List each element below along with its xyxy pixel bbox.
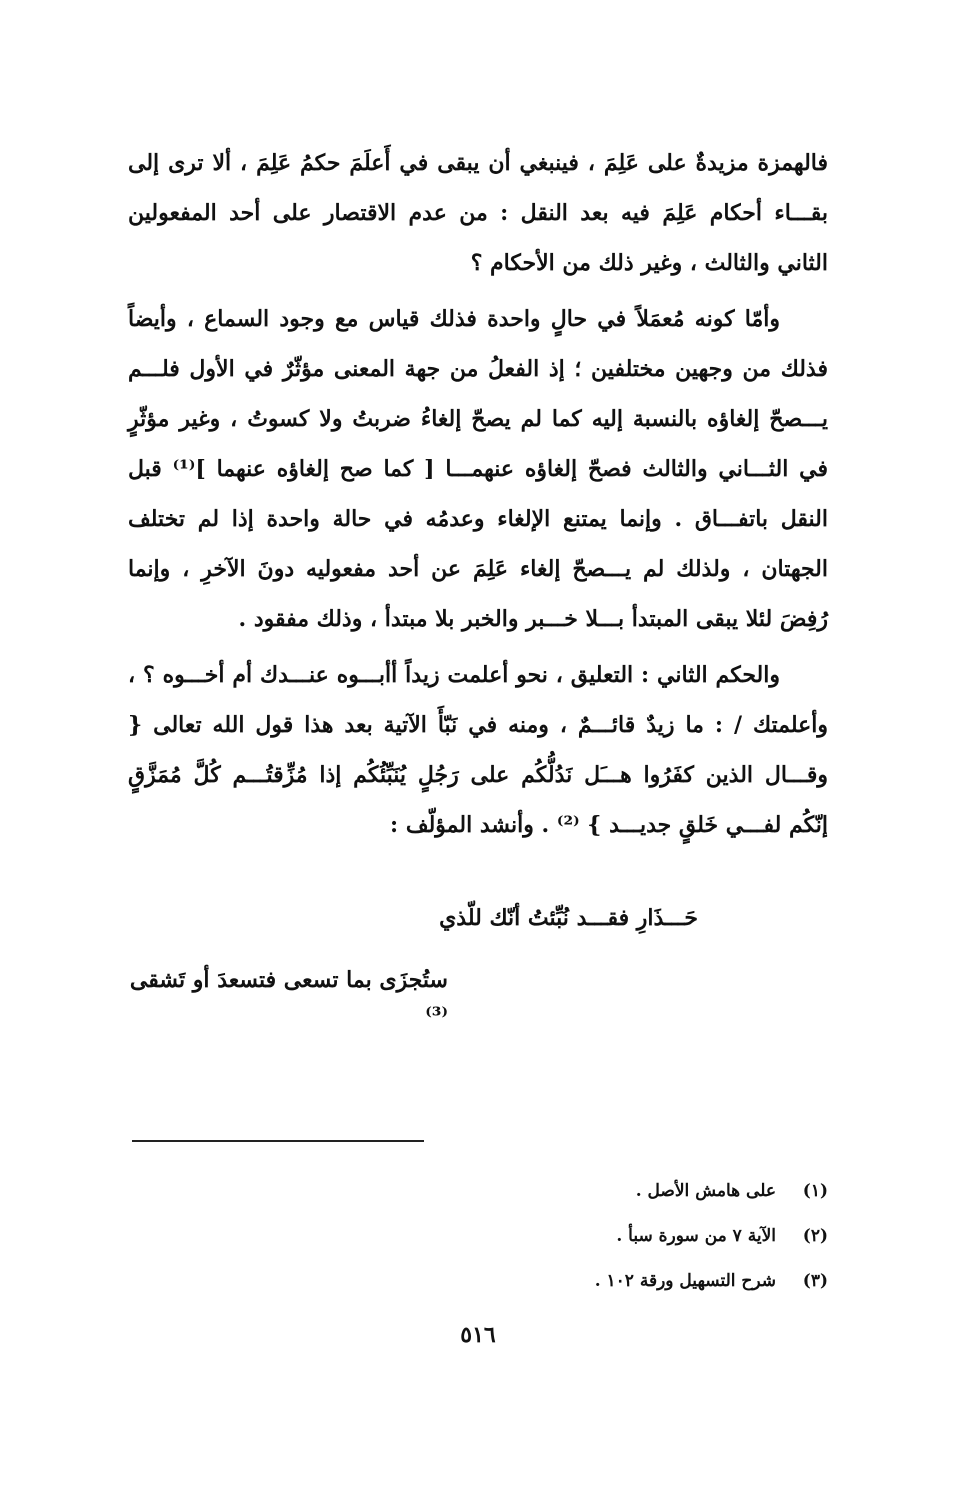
verse-first-hemistich: حَـــذَارِ فقـــد نُبِّئتُ أنّك للّذي [439,905,698,931]
footnote-text: على هامش الأصل . [635,1181,776,1201]
footnote-number: (٣) [802,1271,828,1291]
paragraph-1: فالهمزة مزيدةٌ على عَلِمَ ، فينبغي أن يبقى في أَعلَمَ حكمُ عَلِمَ ، ألا ترى إلى بقـــاء أحكام عَلِمَ فيه بعد النقل : من عدم الاقتصار على أحد المفعولين الثاني والثالث ، وغير ذلك من الأحكام ؟ [128,150,828,276]
footnote-number: (٢) [802,1226,828,1246]
footnote-text: شرح التسهيل ورقة ١٠٢ . [594,1271,776,1291]
paragraph-3: والحكم الثاني : التعليق ، نحو أعلمت زيداً أأبـــوه عنـــدك أم أخـــوه ؟ ، وأعلمتك / : ما زيدٌ قائـــمٌ ، ومنه في نَبّأَ الآتية بعد هذا قول الله تعالى { وقـــال الذين كفَرُوا هـــَل نَدُلُّكُم على رَجُلٍ يُنَبِّئُكُم إذا مُزِّقتُـــم كُلَّ مُمَزَّقٍ إنّكُم لفـــي خَلقٍ جديـــد } ⁽²⁾ . وأنشد المؤلّف : [128,662,828,838]
footnote-2 [128,1221,828,1251]
footnotes [128,1176,828,1311]
paragraph-2: وأمّا كونه مُعمَلاً في حالٍ واحدة فذلك قياس مع وجود السماع ، وأيضاً فذلك من وجهين مختلفين ؛ إذ الفعلُ من جهة المعنى مؤثّرٌ في الأول فلـــم يـــصحّ إلغاؤه بالنسبة إليه كما لم يصحّ إلغاءُ ضربتُ ولا كسوتُ ، وغير مؤثّرٍ في الثـــاني والثالث فصحّ إلغاؤه عنهمـــا [ كما صح إلغاؤه عنهما ]⁽¹⁾ قبل النقل باتفـــاق . وإنما يمتنع الإلغاء وعدمُه في حالة واحدة إذا لم تختلف الجهتان ، ولذلك لم يـــصحّ إلغاء عَلِمَ عن أحد مفعوليه دونَ الآخرِ ، وإنما رُفِضَ لئلا يبقى المبتدأ بـــلا خـــبر والخبر بلا مبتدأ ، وذلك مفقود . [128,306,828,632]
footnote-text: الآية ٧ من سورة سبأ . [616,1226,776,1246]
footnote-1 [128,1176,828,1206]
page-number: ٥١٦ [460,1322,496,1348]
footnote-number: (١) [802,1181,828,1201]
footnote-separator [132,1140,424,1142]
verse-second-hemistich: ستُجزَى بما تسعى فتسعدَ أو تَشقى ⁽³⁾ [129,967,448,1029]
footnote-3 [128,1266,828,1296]
main-text [128,138,828,850]
